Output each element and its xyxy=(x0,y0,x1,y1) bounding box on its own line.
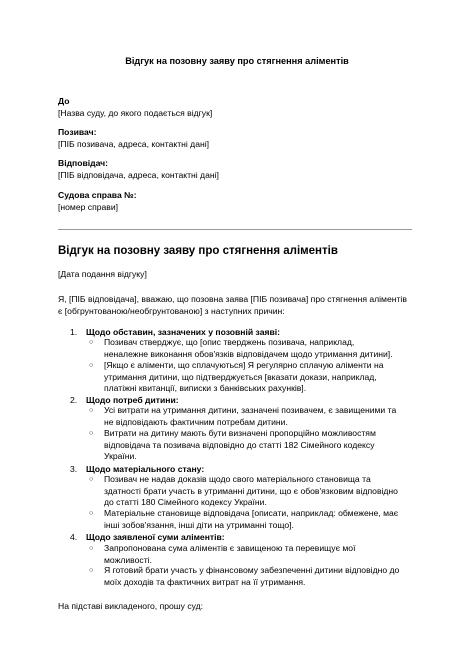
bullet-text-line: здатності брати участь в утриманні дитини, що є обов'язковим відповідно xyxy=(104,485,398,496)
bullet-text-line: до статті 180 Сімейного кодексу України. xyxy=(104,497,267,507)
defendant-block xyxy=(58,157,219,181)
bullet-text-line: Я готовий брати участь у фінансовому забезпеченні дитини відповідно до xyxy=(104,565,400,575)
bullet-text-line: відповідача та позивача відповідно до статті 182 Сімейного кодексу xyxy=(104,439,375,450)
defendant-value: [ПІБ відповідача, адреса, контактні дані] xyxy=(58,170,219,180)
to-label: До xyxy=(58,96,70,106)
bullet-circle-icon: ○ xyxy=(89,567,94,574)
bullet-circle-icon: ○ xyxy=(89,339,94,346)
case-value: [номер справи] xyxy=(58,202,119,212)
list-item-title: Щодо заявленої суми аліментів: xyxy=(86,532,225,542)
bullet-text-line: моїх доходів та фактичних витрат на її утримання. xyxy=(104,576,306,587)
to-block xyxy=(58,95,212,119)
list-item-title: Щодо обставин, зазначених у позовній заяві: xyxy=(86,327,281,337)
bullet-text-line: можливості. xyxy=(104,554,152,565)
intro-line-1: Я, [ПІБ відповідача], вважаю, що позовна заява [ПІБ позивача] про стягнення аліментів xyxy=(58,294,407,304)
list-number: 2. xyxy=(70,395,78,405)
bullet-circle-icon: ○ xyxy=(89,510,94,517)
plaintiff-block xyxy=(58,126,209,150)
bullet-text-line: Позивач стверджує, що [опис тверджень позивача, наприклад, xyxy=(104,337,355,347)
bullet-text-line: не відповідають фактичним потребам дитини. xyxy=(104,416,288,427)
bullet-text-line: України. xyxy=(104,451,137,461)
to-value: [Назва суду, до якого подається відгук] xyxy=(58,108,213,118)
bullet-circle-icon: ○ xyxy=(89,476,94,483)
section-heading: Відгук на позовну заяву про стягнення аліментів xyxy=(58,245,338,257)
list-number: 4. xyxy=(70,532,78,542)
bullet-text-line: утримання дитини, що підтверджується [вказати докази, наприклад, xyxy=(104,371,377,382)
list-item-title: Щодо матеріального стану: xyxy=(86,464,205,474)
list-item-4 xyxy=(70,531,225,543)
bullet-circle-icon: ○ xyxy=(89,362,94,369)
bullet-text-line: Витрати на дитину мають бути визначені пропорційно можливостям xyxy=(104,428,376,438)
bullet-text-line: Запропонована сума аліментів є завищеною та перевищує мої xyxy=(104,543,356,553)
document-title: Відгук на позовну заяву про стягнення аліментів xyxy=(125,56,349,66)
list-number: 3. xyxy=(70,464,78,474)
defendant-label: Відповідач: xyxy=(58,158,109,168)
divider xyxy=(58,229,412,230)
bullet-text-line: [Якщо є аліменти, що сплачуються] Я регулярно сплачую аліменти на xyxy=(104,360,384,370)
plaintiff-value: [ПІБ позивача, адреса, контактні дані] xyxy=(58,139,210,149)
date-placeholder: [Дата подання відгуку] xyxy=(58,269,147,279)
bullet-text-line: неналежне виконання обов'язків відповідачем щодо утримання дитини]. xyxy=(104,348,393,359)
plaintiff-label: Позивач: xyxy=(58,127,97,137)
closing-text: На підставі викладеного, прошу суд: xyxy=(58,601,204,611)
bullet-text-line: Матеріальне становище відповідача [описати, наприклад: обмежене, має xyxy=(104,508,399,518)
intro-line-2: є [обгрунтованою/необгрунтованою] з наступних причин: xyxy=(58,306,285,316)
list-item-title: Щодо потреб дитини: xyxy=(86,395,179,405)
bullet-circle-icon: ○ xyxy=(89,430,94,437)
bullet-text-line: Позивач не надав доказів щодо свого матеріального становища та xyxy=(104,474,371,484)
case-block xyxy=(58,189,137,213)
bullet-text-line: платіжні квитанції, виписки з банківських рахунків]. xyxy=(104,383,307,393)
bullet-text-line: інші зобов'язання, інші діти на утриманні тощо]. xyxy=(104,519,294,530)
bullet-circle-icon: ○ xyxy=(89,407,94,414)
case-label: Судова справа №: xyxy=(58,190,137,200)
list-number: 1. xyxy=(70,327,78,337)
bullet-text-line: Усі витрати на утримання дитини, зазначені позивачем, є завищеними та xyxy=(104,405,397,415)
bullet-circle-icon: ○ xyxy=(89,545,94,552)
